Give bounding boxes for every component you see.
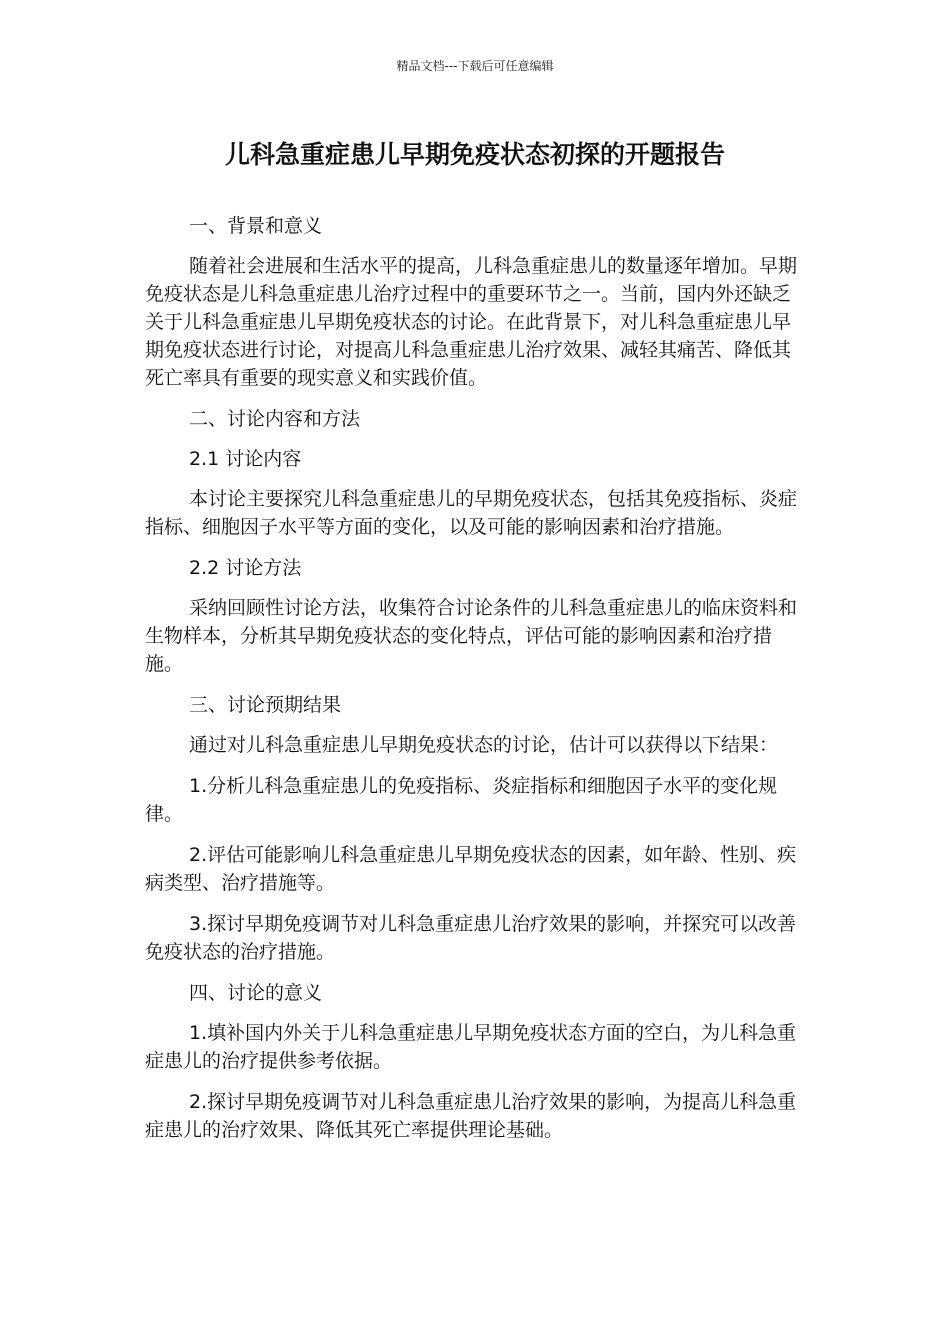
- list-item-result-2: 2.评估可能影响儿科急重症患儿早期免疫状态的因素，如年龄、性别、疾病类型、治疗措施等。: [145, 844, 797, 894]
- paragraph-background: 随着社会进展和生活水平的提高，儿科急重症患儿的数量逐年增加。早期免疫状态是儿科急重症患儿治疗过程中的重要环节之一。当前，国内外还缺乏关于儿科急重症患儿早期免疫状态的讨论。在此背景下，对儿科急重症患儿早期免疫状态进行讨论，对提高儿科急重症患儿治疗效果、减轻其痛苦、降低其死亡率具有重要的现实意义和实践价值。: [145, 255, 798, 389]
- subsection-heading-content: 2.1 讨论内容: [189, 448, 302, 470]
- list-item-significance-1: 1.填补国内外关于儿科急重症患儿早期免疫状态方面的空白，为儿科急重症患儿的治疗提供参考依据。: [145, 1022, 797, 1072]
- section-heading-content-methods: 二、讨论内容和方法: [189, 408, 361, 430]
- document-title: 儿科急重症患儿早期免疫状态初探的开题报告: [224, 140, 725, 169]
- header-note: 精品文档---下载后可任意编辑: [396, 59, 554, 73]
- subsection-heading-methods: 2.2 讨论方法: [189, 557, 302, 579]
- section-heading-background: 一、背景和意义: [189, 215, 323, 237]
- document-body: [145, 212, 800, 1157]
- paragraph-expected-intro: 通过对儿科急重症患儿早期免疫状态的讨论，估计可以获得以下结果：: [189, 734, 779, 756]
- list-item-result-1: 1.分析儿科急重症患儿的免疫指标、炎症指标和细胞因子水平的变化规律。: [145, 775, 778, 825]
- list-item-significance-2: 2.探讨早期免疫调节对儿科急重症患儿治疗效果的影响，为提高儿科急重症患儿的治疗效果、降低其死亡率提供理论基础。: [145, 1091, 797, 1141]
- paragraph-methods: 采纳回顾性讨论方法，收集符合讨论条件的儿科急重症患儿的临床资料和生物样本，分析其早期免疫状态的变化特点，评估可能的影响因素和治疗措施。: [145, 597, 798, 675]
- section-heading-expected-results: 三、讨论预期结果: [189, 694, 342, 716]
- list-item-result-3: 3.探讨早期免疫调节对儿科急重症患儿治疗效果的影响，并探究可以改善免疫状态的治疗措施。: [145, 913, 797, 963]
- paragraph-content: 本讨论主要探究儿科急重症患儿的早期免疫状态，包括其免疫指标、炎症指标、细胞因子水平等方面的变化，以及可能的影响因素和治疗措施。: [145, 488, 798, 538]
- section-heading-significance: 四、讨论的意义: [189, 982, 323, 1004]
